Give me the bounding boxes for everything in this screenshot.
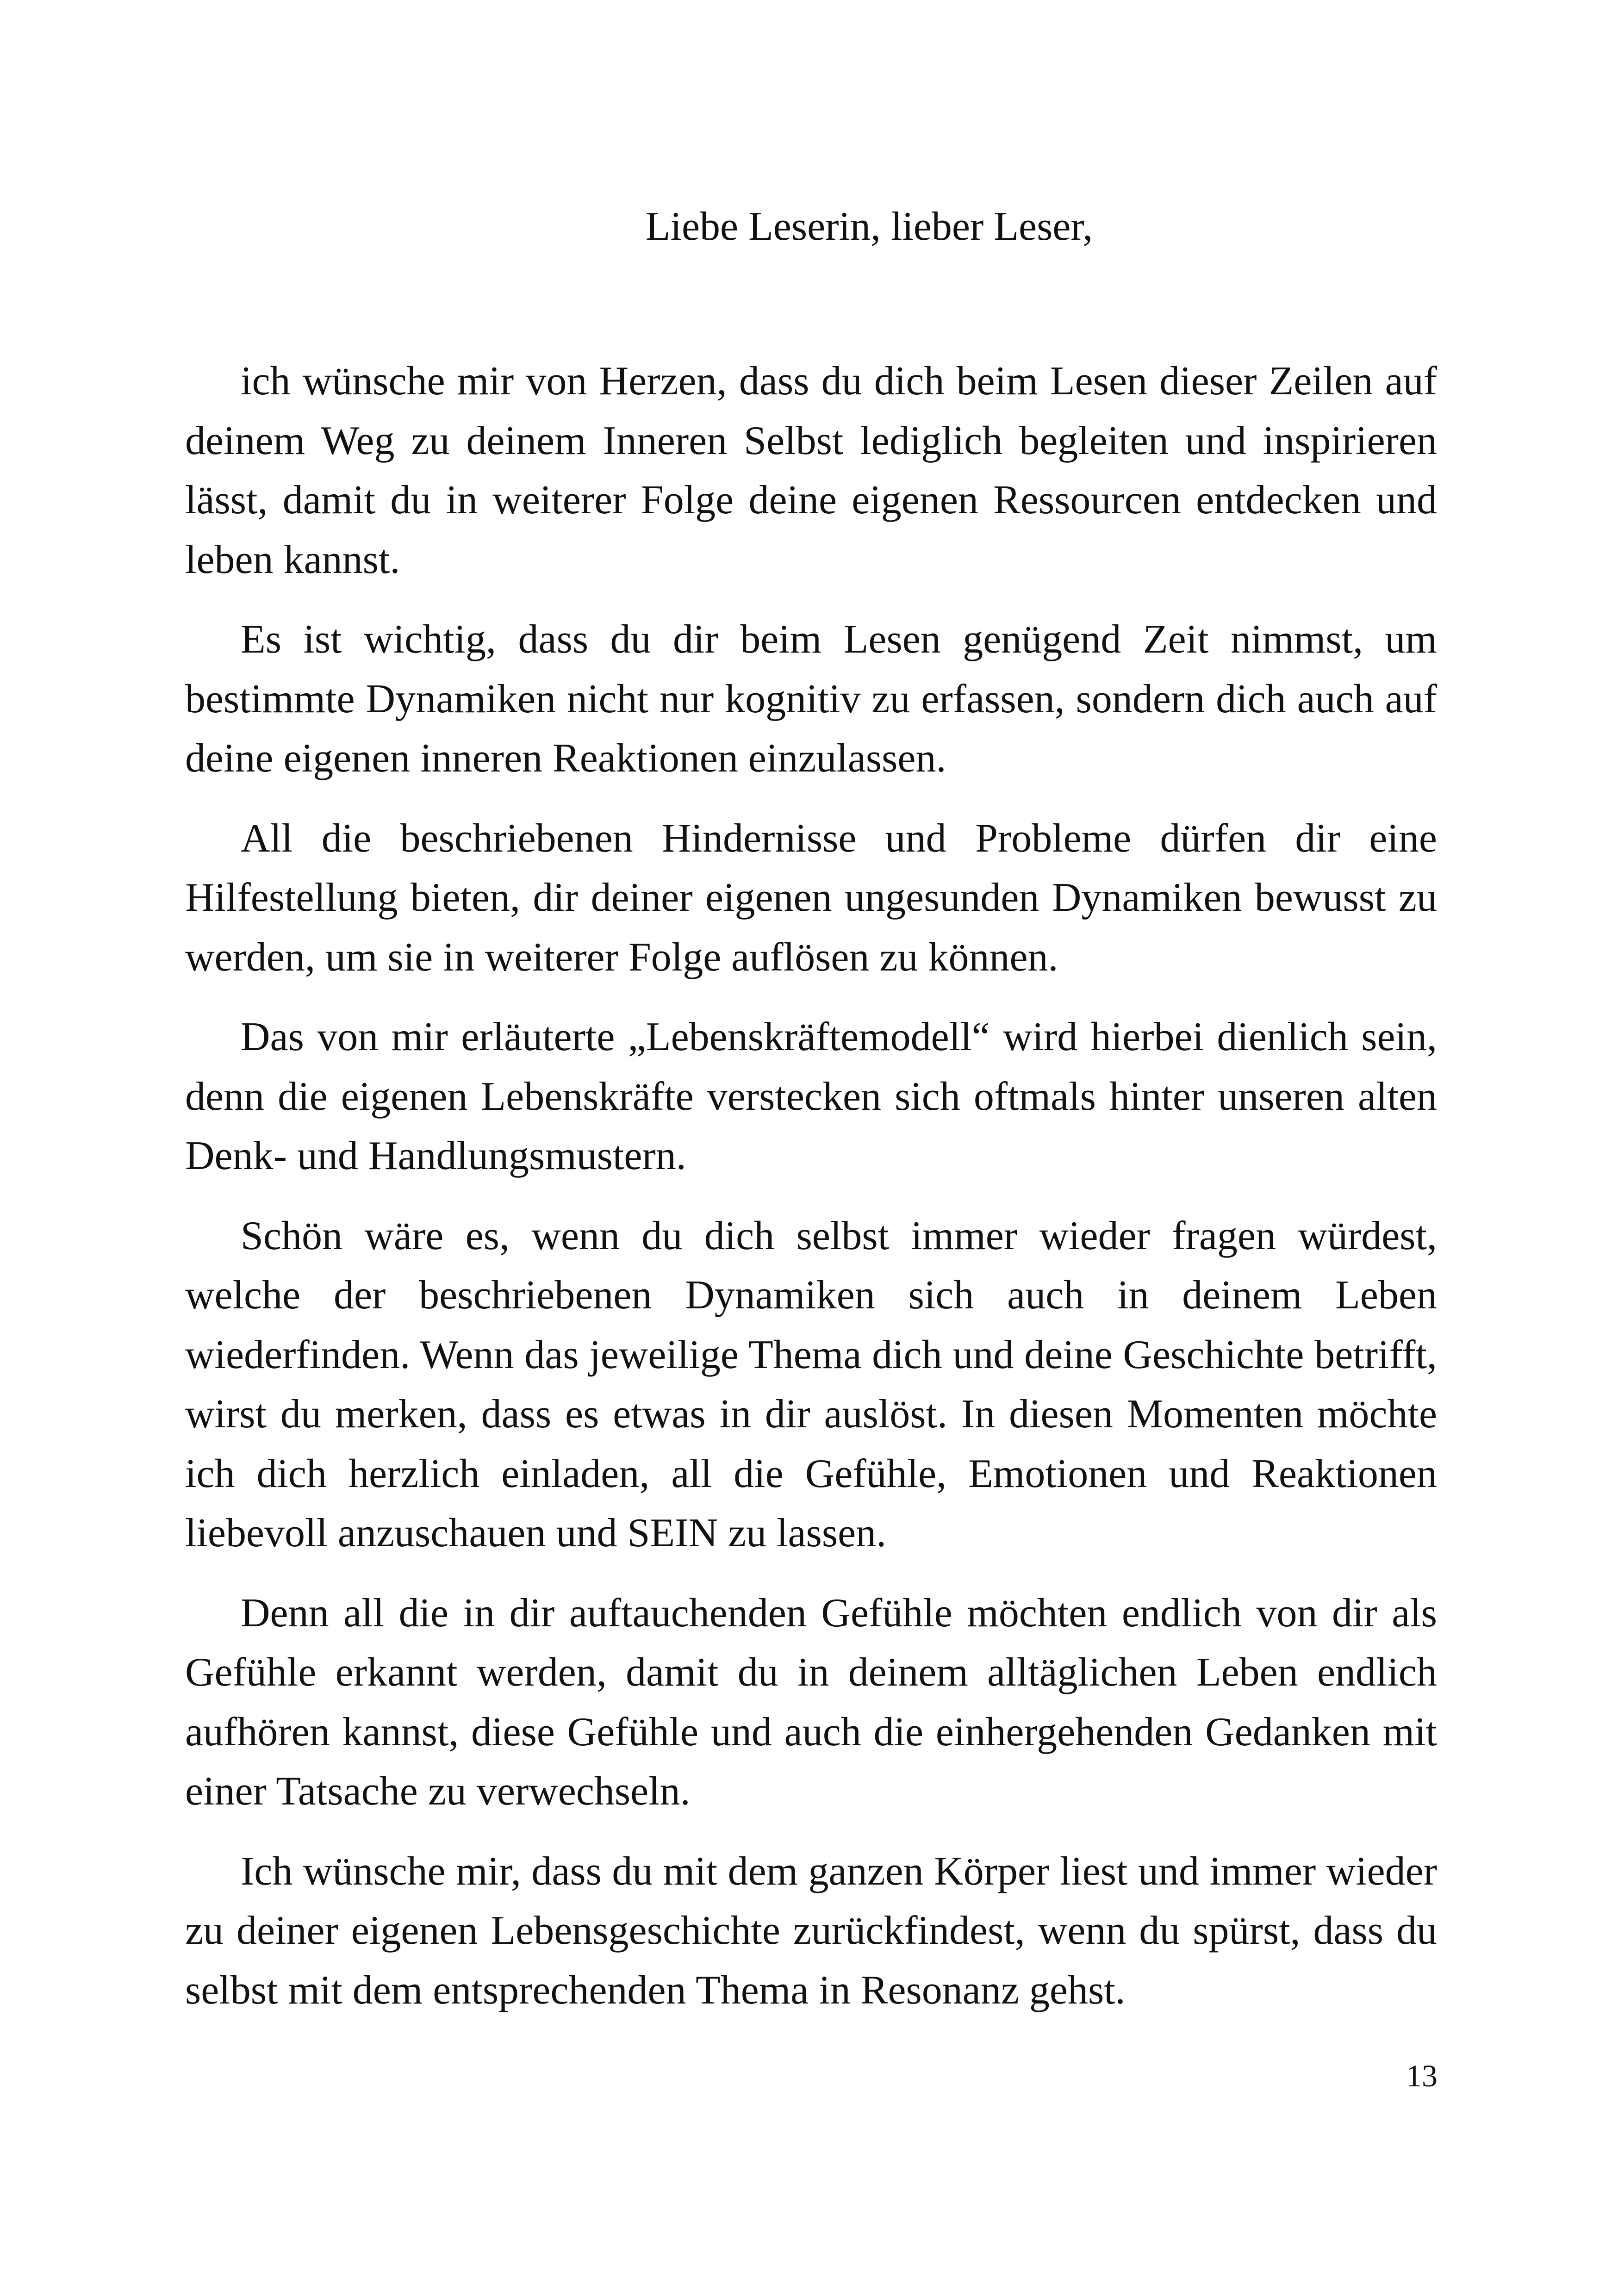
paragraph-1: ich wünsche mir von Herzen, dass du dich beim Lesen dieser Zeilen auf deinem Weg zu deinem Inneren Selbst lediglich begleiten und inspirieren lässt, damit du in weiterer Folge deine eigenen Ressourcen entdecken und leben kannst. — [185, 359, 1437, 582]
paragraph-6: Denn all die in dir auftauchenden Gefühle möchten endlich von dir als Gefühle erkannt werden, damit du in deinem alltäglichen Leben endlich aufhören kannst, diese Gefühle und auch die einhergehenden Gedanken mit einer Tatsache zu verwechseln. — [185, 1590, 1437, 1814]
body-text — [185, 352, 1437, 2041]
salutation: Liebe Leserin, lieber Leser, — [645, 204, 1093, 249]
paragraph-3: All die beschriebenen Hindernisse und Probleme dürfen dir eine Hilfestellung bieten, dir deiner eigenen ungesunden Dynamiken bewusst zu werden, um sie in weiterer Folge auflösen zu können. — [185, 815, 1437, 980]
paragraph-2: Es ist wichtig, dass du dir beim Lesen genügend Zeit nimmst, um bestimmte Dynamiken nicht nur kognitiv zu erfassen, sondern dich auch auf deine eigenen inneren Reaktionen einzulassen. — [185, 617, 1437, 781]
paragraph-7: Ich wünsche mir, dass du mit dem ganzen Körper liest und immer wieder zu deiner eigenen Lebensgeschichte zurückfindest, wenn du spürst, dass du selbst mit dem entsprechenden Thema in Resonanz gehst. — [185, 1848, 1437, 2013]
page-number: 13 — [1406, 2058, 1438, 2093]
paragraph-5: Schön wäre es, wenn du dich selbst immer wieder fragen würdest, welche der beschriebenen Dynamiken sich auch in deinem Leben wiederfinden. Wenn das jeweilige Thema dich und deine Geschichte betrifft, wirst du merken, dass es etwas in dir auslöst. In diesen Momenten möchte ich dich herzlich einladen, all die Gefühle, Emotionen und Reaktionen liebevoll anzuschauen und SEIN zu lassen. — [185, 1213, 1437, 1556]
paragraph-4: Das von mir erläuterte „Lebenskräftemodell“ wird hierbei dienlich sein, denn die eigenen Lebenskräfte verstecken sich oftmals hinter unseren alten Denk- und Handlungsmustern. — [185, 1014, 1437, 1178]
